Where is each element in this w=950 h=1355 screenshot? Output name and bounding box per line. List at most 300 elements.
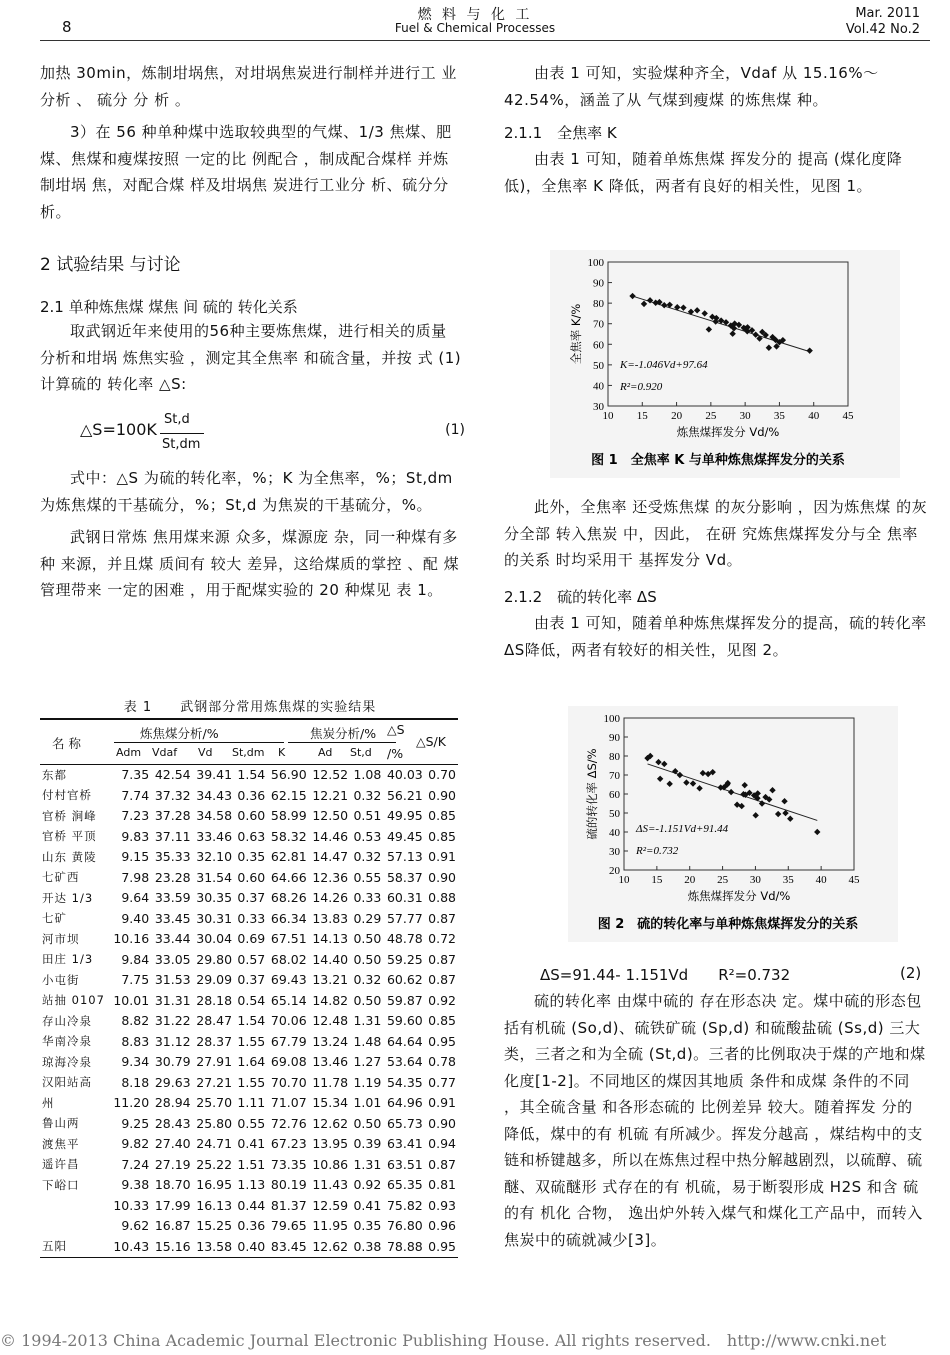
table-row <box>40 1154 458 1175</box>
table-cell: 0.54 <box>237 992 266 1008</box>
table-cell: 65.14 <box>270 992 307 1008</box>
table-row <box>40 1195 458 1216</box>
table-cell: 0.92 <box>428 992 456 1008</box>
row-name-cell: 七矿西 <box>42 870 80 885</box>
table-row <box>40 806 458 827</box>
table-cell: 68.26 <box>270 890 307 906</box>
table-cell: 59.60 <box>386 1013 423 1029</box>
table-cell: 10.16 <box>113 931 150 947</box>
table-cell: 0.38 <box>353 1238 382 1254</box>
paragraph: 取武钢近年来使用的56种主要炼焦煤，进行相关的质量 分析和坩埚 炼焦实验 ，测定其全焦率 和硫含量，并按 式 (1) 计算硫的 转化率 △S: <box>40 322 462 393</box>
table-cell: 73.35 <box>270 1156 307 1172</box>
paragraph: 由表 1 可知，实验煤种齐全，Vdaf 从 15.16%～42.54%，涵盖了从 气煤到瘦煤 的炼焦煤 种。 <box>504 64 879 109</box>
table-cell: 32.10 <box>196 849 233 865</box>
table-cell: 62.15 <box>270 787 307 803</box>
data-point <box>742 782 748 788</box>
table-cell: 53.64 <box>386 1054 423 1070</box>
table-cell: 66.34 <box>270 910 307 926</box>
table-cell: 9.15 <box>121 849 150 865</box>
figure-caption: 图 1 全焦率 K 与单种炼焦煤挥发分的关系 <box>591 453 845 468</box>
table-cell: 80.19 <box>270 1177 307 1193</box>
table-cell: 33.44 <box>154 931 191 947</box>
table-cell: 1.48 <box>353 1033 382 1049</box>
table-cell: 1.31 <box>353 1156 382 1172</box>
table-cell: 33.45 <box>154 910 191 926</box>
table-cell: 0.37 <box>237 972 266 988</box>
table-cell: 0.60 <box>237 869 266 885</box>
col-header: St,d <box>350 745 372 759</box>
table-cell: 9.84 <box>121 951 150 967</box>
table-cell: 14.26 <box>312 890 349 906</box>
table-row <box>40 888 458 909</box>
row-name-cell: 田庄 1/3 <box>42 952 94 967</box>
table-cell: 12.52 <box>312 767 349 783</box>
table-cell: 59.25 <box>386 951 423 967</box>
data-point <box>641 301 647 307</box>
y-tick-label: 30 <box>609 846 620 858</box>
col-header: K <box>278 745 286 759</box>
issue-date: Mar. 2011 <box>855 6 920 21</box>
x-tick-label: 45 <box>842 410 854 422</box>
header-rule <box>40 40 930 41</box>
table-cell: 0.90 <box>428 1115 456 1131</box>
data-point <box>690 780 696 786</box>
table-cell: 79.65 <box>270 1218 307 1234</box>
table-cell: 0.69 <box>237 931 266 947</box>
y-tick-label: 30 <box>593 401 604 413</box>
regression-equation: ΔS=-1.151Vd+91.44 <box>636 823 729 835</box>
subsection-heading: 2.1.1 全焦率 K <box>504 124 617 142</box>
x-tick-label: 10 <box>602 410 614 422</box>
table-cell: 30.04 <box>196 931 233 947</box>
table-cell: 83.45 <box>270 1238 307 1254</box>
y-tick-label: 90 <box>609 732 620 744</box>
fraction-bar <box>160 433 204 434</box>
row-name-cell <box>40 1216 110 1237</box>
table-cell: 0.41 <box>237 1136 266 1152</box>
equation-1 <box>80 410 465 460</box>
table-cell: 81.37 <box>270 1197 307 1213</box>
x-tick-label: 20 <box>684 874 696 886</box>
table-cell: 58.37 <box>386 869 423 885</box>
table-cell: 0.77 <box>428 1074 456 1090</box>
table-cell: 65.35 <box>386 1177 423 1193</box>
table-cell: 0.37 <box>237 890 266 906</box>
col-header-coal-analysis: 炼焦煤分析/% <box>140 725 219 741</box>
data-point <box>752 812 758 818</box>
table-cell: 37.32 <box>154 787 191 803</box>
table-cell: 0.91 <box>428 849 456 865</box>
table-cell: 70.70 <box>270 1074 307 1090</box>
table-body <box>40 765 458 1257</box>
table-cell: 10.01 <box>113 992 150 1008</box>
table-cell: 63.51 <box>386 1156 423 1172</box>
y-tick-label: 40 <box>609 827 620 839</box>
x-tick-label: 30 <box>739 410 751 422</box>
table-cell: 0.85 <box>428 808 456 824</box>
table-cell: 49.45 <box>386 828 423 844</box>
table-cell: 25.22 <box>196 1156 233 1172</box>
table-cell: 1.19 <box>353 1074 382 1090</box>
table-cell: 0.87 <box>428 972 456 988</box>
table-cell: 12.21 <box>312 787 349 803</box>
table-cell: 15.25 <box>196 1218 233 1234</box>
table-row <box>40 1134 458 1155</box>
row-name-cell: 华南冷泉 <box>42 1034 92 1049</box>
table-cell: 0.29 <box>353 910 382 926</box>
x-tick-label: 45 <box>848 874 860 886</box>
data-point <box>694 307 700 313</box>
table-cell: 0.96 <box>428 1218 456 1234</box>
table-cell: 0.90 <box>428 869 456 885</box>
data-point <box>734 802 740 808</box>
table-cell: 14.13 <box>312 931 349 947</box>
table-cell: 1.55 <box>237 1074 266 1090</box>
paragraph: 3）在 56 种单种煤中选取较典型的气煤、1/3 焦煤、肥煤、焦煤和瘦煤按照 一定的比 例配合 ，制成配合煤样 并炼制坩埚 焦，对配合煤 样及坩埚焦 炭进行工业分 析、硫分分 析。 <box>40 123 452 221</box>
table-row <box>40 1052 458 1073</box>
table-cell: 13.83 <box>312 910 349 926</box>
table-cell: 8.83 <box>121 1033 150 1049</box>
table-cell: 13.95 <box>312 1136 349 1152</box>
col-header-delta-s-unit: /% <box>387 745 404 761</box>
subsection-heading: 2.1 单种炼焦煤 煤焦 间 硫的 转化关系 <box>40 298 298 316</box>
copyright-watermark: © 1994-2013 China Academic Journal Electronic Publishing House. All rights reserved. http://www.cnki.net <box>0 1331 887 1350</box>
table-cell: 67.51 <box>270 931 307 947</box>
table-cell: 0.78 <box>428 1054 456 1070</box>
journal-title-en: Fuel & Chemical Processes <box>394 21 556 35</box>
left-column-text <box>40 60 462 225</box>
col-header-coke-analysis: 焦炭分析/% <box>310 725 377 741</box>
x-tick-label: 25 <box>717 874 729 886</box>
table-cell: 0.36 <box>237 787 266 803</box>
row-name-cell: 付村官桥 <box>42 788 92 803</box>
data-point <box>806 347 812 353</box>
table-cell: 31.22 <box>154 1013 191 1029</box>
table-cell: 49.95 <box>386 808 423 824</box>
table-cell: 15.34 <box>312 1095 349 1111</box>
table-cell: 59.87 <box>386 992 423 1008</box>
table-cell: 14.46 <box>312 828 349 844</box>
row-name-cell: 琼海冷泉 <box>42 1054 92 1069</box>
table-cell: 0.93 <box>428 1197 456 1213</box>
table-cell: 37.11 <box>154 828 191 844</box>
table-cell: 64.66 <box>270 869 307 885</box>
y-tick-label: 20 <box>609 865 620 877</box>
table-cell: 0.63 <box>237 828 266 844</box>
table-cell: 33.59 <box>154 890 191 906</box>
table-cell: 0.72 <box>428 931 456 947</box>
table-cell: 12.59 <box>312 1197 349 1213</box>
table-cell: 58.99 <box>270 808 307 824</box>
paragraph: 由表 1 可知，随着单种炼焦煤挥发分的提高，硫的转化率 ΔS降低，两者有较好的相关性，见图 2。 <box>504 614 927 659</box>
table-row <box>40 765 458 786</box>
table-cell: 12.36 <box>312 869 349 885</box>
y-tick-label: 70 <box>593 318 604 331</box>
table-cell: 13.21 <box>312 972 349 988</box>
table-cell: 9.40 <box>121 910 150 926</box>
table-cell: 11.20 <box>113 1095 150 1111</box>
table-cell: 35.33 <box>154 849 191 865</box>
table-cell: 30.31 <box>196 910 233 926</box>
table-cell: 14.47 <box>312 849 349 865</box>
journal-title-cn: 燃 料 与 化 工 <box>417 7 533 23</box>
data-point <box>655 759 661 765</box>
y-axis-label: 全焦率 K/% <box>569 303 583 365</box>
figure-2 <box>568 706 898 942</box>
table-cell: 1.64 <box>237 1054 266 1070</box>
table-cell: 27.19 <box>154 1156 191 1172</box>
table-cell: 9.83 <box>121 828 150 844</box>
table-row <box>40 929 458 950</box>
table-cell: 10.33 <box>113 1197 150 1213</box>
table-cell: 0.36 <box>237 1218 266 1234</box>
table-cell: 29.09 <box>196 972 233 988</box>
row-name-cell: 州 <box>42 1095 55 1110</box>
regression-equation: K=-1.046Vd+97.64 <box>620 359 708 371</box>
table-cell: 0.32 <box>353 972 382 988</box>
table-cell: 1.31 <box>353 1013 382 1029</box>
table-row <box>40 847 458 868</box>
table-cell: 18.70 <box>154 1177 191 1193</box>
table-cell: 29.63 <box>154 1074 191 1090</box>
equation-numerator: St,d <box>164 412 190 427</box>
table-cell: 15.16 <box>154 1238 191 1254</box>
page-number: 8 <box>62 18 72 36</box>
row-name-cell: 渡焦平 <box>42 1136 80 1151</box>
row-name-cell: 鲁山两 <box>42 1116 80 1131</box>
table-cell: 0.81 <box>428 1177 456 1193</box>
row-name-cell: 下峪口 <box>42 1177 80 1192</box>
table-cell: 0.85 <box>428 828 456 844</box>
table-cell: 48.78 <box>386 931 423 947</box>
data-point <box>728 789 734 795</box>
table-cell: 1.08 <box>353 767 382 783</box>
y-axis-label: 硫的转化率 ΔS/% <box>585 748 599 840</box>
table-cell: 0.50 <box>353 1115 382 1131</box>
y-tick-label: 50 <box>609 808 620 820</box>
table-cell: 8.18 <box>121 1074 150 1090</box>
table-cell: 7.23 <box>121 808 150 824</box>
table-cell: 0.87 <box>428 1156 456 1172</box>
table-cell: 28.37 <box>196 1033 233 1049</box>
table-cell: 10.43 <box>113 1238 150 1254</box>
table-cell: 1.54 <box>237 1013 266 1029</box>
table-cell: 0.35 <box>237 849 266 865</box>
table-row <box>40 1011 458 1032</box>
table-cell: 7.98 <box>121 869 150 885</box>
col-header: Adm <box>116 745 142 759</box>
table-cell: 28.47 <box>196 1013 233 1029</box>
table-cell: 7.75 <box>121 972 150 988</box>
table-cell: 24.71 <box>196 1136 233 1152</box>
table-cell: 27.21 <box>196 1074 233 1090</box>
table-cell: 57.77 <box>386 910 423 926</box>
x-tick-label: 20 <box>671 410 683 422</box>
figure-1-chart <box>550 250 900 478</box>
table-cell: 0.60 <box>237 808 266 824</box>
section-heading: 2 试验结果 与讨论 <box>40 255 181 275</box>
y-tick-label: 60 <box>593 339 604 352</box>
x-tick-label: 30 <box>749 874 761 886</box>
table-cell: 60.62 <box>386 972 423 988</box>
table-cell: 30.35 <box>196 890 233 906</box>
equation-denominator: St,dm <box>162 437 201 452</box>
table-cell: 0.95 <box>428 1033 456 1049</box>
data-point <box>814 829 820 835</box>
table-cell: 28.43 <box>154 1115 191 1131</box>
table-cell: 9.64 <box>121 890 150 906</box>
table-cell: 14.40 <box>312 951 349 967</box>
table-cell: 34.43 <box>196 787 233 803</box>
paragraph: 此外，全焦率 还受炼焦煤 的灰分影响 ，因为炼焦煤 的灰分全部 转入焦炭 中，因此， 在研 究炼焦煤挥发分与全 焦率的关系 时均采用干 基挥发分 Vd。 <box>504 498 928 569</box>
table-cell: 67.79 <box>270 1033 307 1049</box>
table-cell: 0.91 <box>428 1095 456 1111</box>
table-cell: 9.25 <box>121 1115 150 1131</box>
x-tick-label: 35 <box>782 874 794 886</box>
table-bottom-rule <box>40 1257 458 1259</box>
table-row <box>40 1236 458 1257</box>
x-tick-label: 15 <box>636 410 648 422</box>
x-tick-label: 35 <box>773 410 785 422</box>
table-row <box>40 1072 458 1093</box>
col-header-delta-s: △S <box>387 721 405 737</box>
y-tick-label: 40 <box>593 380 604 393</box>
table-cell: 12.50 <box>312 808 349 824</box>
data-point <box>787 816 793 822</box>
y-tick-label: 100 <box>603 713 620 725</box>
data-point <box>701 310 707 316</box>
table-cell: 64.96 <box>386 1095 423 1111</box>
table-cell: 0.94 <box>428 1136 456 1152</box>
table-cell: 69.08 <box>270 1054 307 1070</box>
table-cell: 9.62 <box>121 1218 150 1234</box>
table-cell: 68.02 <box>270 951 307 967</box>
table-cell: 1.55 <box>237 1033 266 1049</box>
data-point <box>769 787 775 793</box>
figure-1 <box>550 250 900 478</box>
table-cell: 76.80 <box>386 1218 423 1234</box>
data-point <box>781 798 787 804</box>
table-cell: 57.13 <box>386 849 423 865</box>
equation-lhs: △S=100K <box>80 420 157 439</box>
data-point <box>683 779 689 785</box>
table-cell: 11.95 <box>312 1218 349 1234</box>
x-tick-label: 10 <box>618 874 630 886</box>
row-name-cell: 开达 1/3 <box>42 890 94 905</box>
table-cell: 7.35 <box>121 767 150 783</box>
table-cell: 10.86 <box>312 1156 349 1172</box>
data-point <box>775 811 781 817</box>
row-name-cell: 站抽 0107 <box>42 993 105 1008</box>
table-row <box>40 1175 458 1196</box>
table-cell: 65.73 <box>386 1115 423 1131</box>
table-cell: 0.57 <box>237 951 266 967</box>
table-cell: 0.87 <box>428 951 456 967</box>
table-cell: 33.05 <box>154 951 191 967</box>
table-cell: 42.54 <box>154 767 191 783</box>
issue-volume: Vol.42 No.2 <box>845 22 920 37</box>
row-name-cell: 官桥 涧峰 <box>42 808 97 823</box>
x-tick-label: 25 <box>705 410 717 422</box>
table-cell: 0.41 <box>353 1197 382 1213</box>
table-cell: 0.85 <box>428 1013 456 1029</box>
table-cell: 75.82 <box>386 1197 423 1213</box>
x-tick-label: 15 <box>651 874 663 886</box>
table-row <box>40 1216 458 1237</box>
table-cell: 11.43 <box>312 1177 349 1193</box>
paragraph: 由表 1 可知，随着单炼焦煤 挥发分的 提高 (煤化度降低)，全焦率 K 降低，两者有良好的相关性，见图 1。 <box>504 150 903 195</box>
col-header: Vdaf <box>152 745 178 759</box>
table-cell: 0.55 <box>237 1115 266 1131</box>
right-column-text-2 <box>504 494 928 574</box>
data-point <box>738 803 744 809</box>
table-cell: 67.23 <box>270 1136 307 1152</box>
figure-2-chart <box>568 706 898 942</box>
table-row <box>40 867 458 888</box>
table-cell: 0.70 <box>428 767 456 783</box>
table-cell: 7.24 <box>121 1156 150 1172</box>
table-cell: 16.13 <box>196 1197 233 1213</box>
table-cell: 70.06 <box>270 1013 307 1029</box>
table-cell: 0.32 <box>353 849 382 865</box>
table-cell: 54.35 <box>386 1074 423 1090</box>
table-cell: 28.18 <box>196 992 233 1008</box>
data-point <box>666 781 672 787</box>
x-tick-label: 40 <box>815 874 827 886</box>
col-header-delta-s-k: △S/K <box>416 733 446 749</box>
table-cell: 0.44 <box>237 1197 266 1213</box>
table-cell: 1.54 <box>237 767 266 783</box>
table-cell: 9.82 <box>121 1136 150 1152</box>
row-name-cell: 河市坝 <box>42 931 80 946</box>
data-point <box>706 326 712 332</box>
table-cell: 17.99 <box>154 1197 191 1213</box>
y-tick-label: 90 <box>593 277 604 290</box>
table-cell: 0.51 <box>353 808 382 824</box>
table-cell: 39.41 <box>196 767 233 783</box>
table-cell: 0.90 <box>428 787 456 803</box>
table-row <box>40 949 458 970</box>
table-cell: 11.78 <box>312 1074 349 1090</box>
y-tick-label: 80 <box>593 298 604 311</box>
subsection-heading: 2.1.2 硫的转化率 ΔS <box>504 588 657 606</box>
table-cell: 56.21 <box>386 787 423 803</box>
table-cell: 64.64 <box>386 1033 423 1049</box>
table-cell: 69.43 <box>270 972 307 988</box>
left-column-text-2 <box>40 465 462 604</box>
table-cell: 9.38 <box>121 1177 150 1193</box>
table-cell: 0.32 <box>353 787 382 803</box>
table-cell: 23.28 <box>154 869 191 885</box>
row-name-cell: 存山冷泉 <box>42 1013 92 1028</box>
y-tick-label: 70 <box>609 770 620 782</box>
table-cell: 0.50 <box>353 992 382 1008</box>
table-cell: 31.53 <box>154 972 191 988</box>
table-cell: 0.92 <box>353 1177 382 1193</box>
table-cell: 71.07 <box>270 1095 307 1111</box>
row-name-cell: 汉阳站高 <box>42 1075 92 1090</box>
data-point <box>657 776 663 782</box>
table-cell: 30.79 <box>154 1054 191 1070</box>
table-cell: 0.39 <box>353 1136 382 1152</box>
table-cell: 27.40 <box>154 1136 191 1152</box>
table-row <box>40 908 458 929</box>
table-cell: 31.54 <box>196 869 233 885</box>
table-cell: 0.55 <box>353 869 382 885</box>
equation-2: ΔS=91.44- 1.151Vd R²=0.732 <box>540 966 791 984</box>
table-cell: 40.03 <box>386 767 423 783</box>
table-cell: 31.12 <box>154 1033 191 1049</box>
